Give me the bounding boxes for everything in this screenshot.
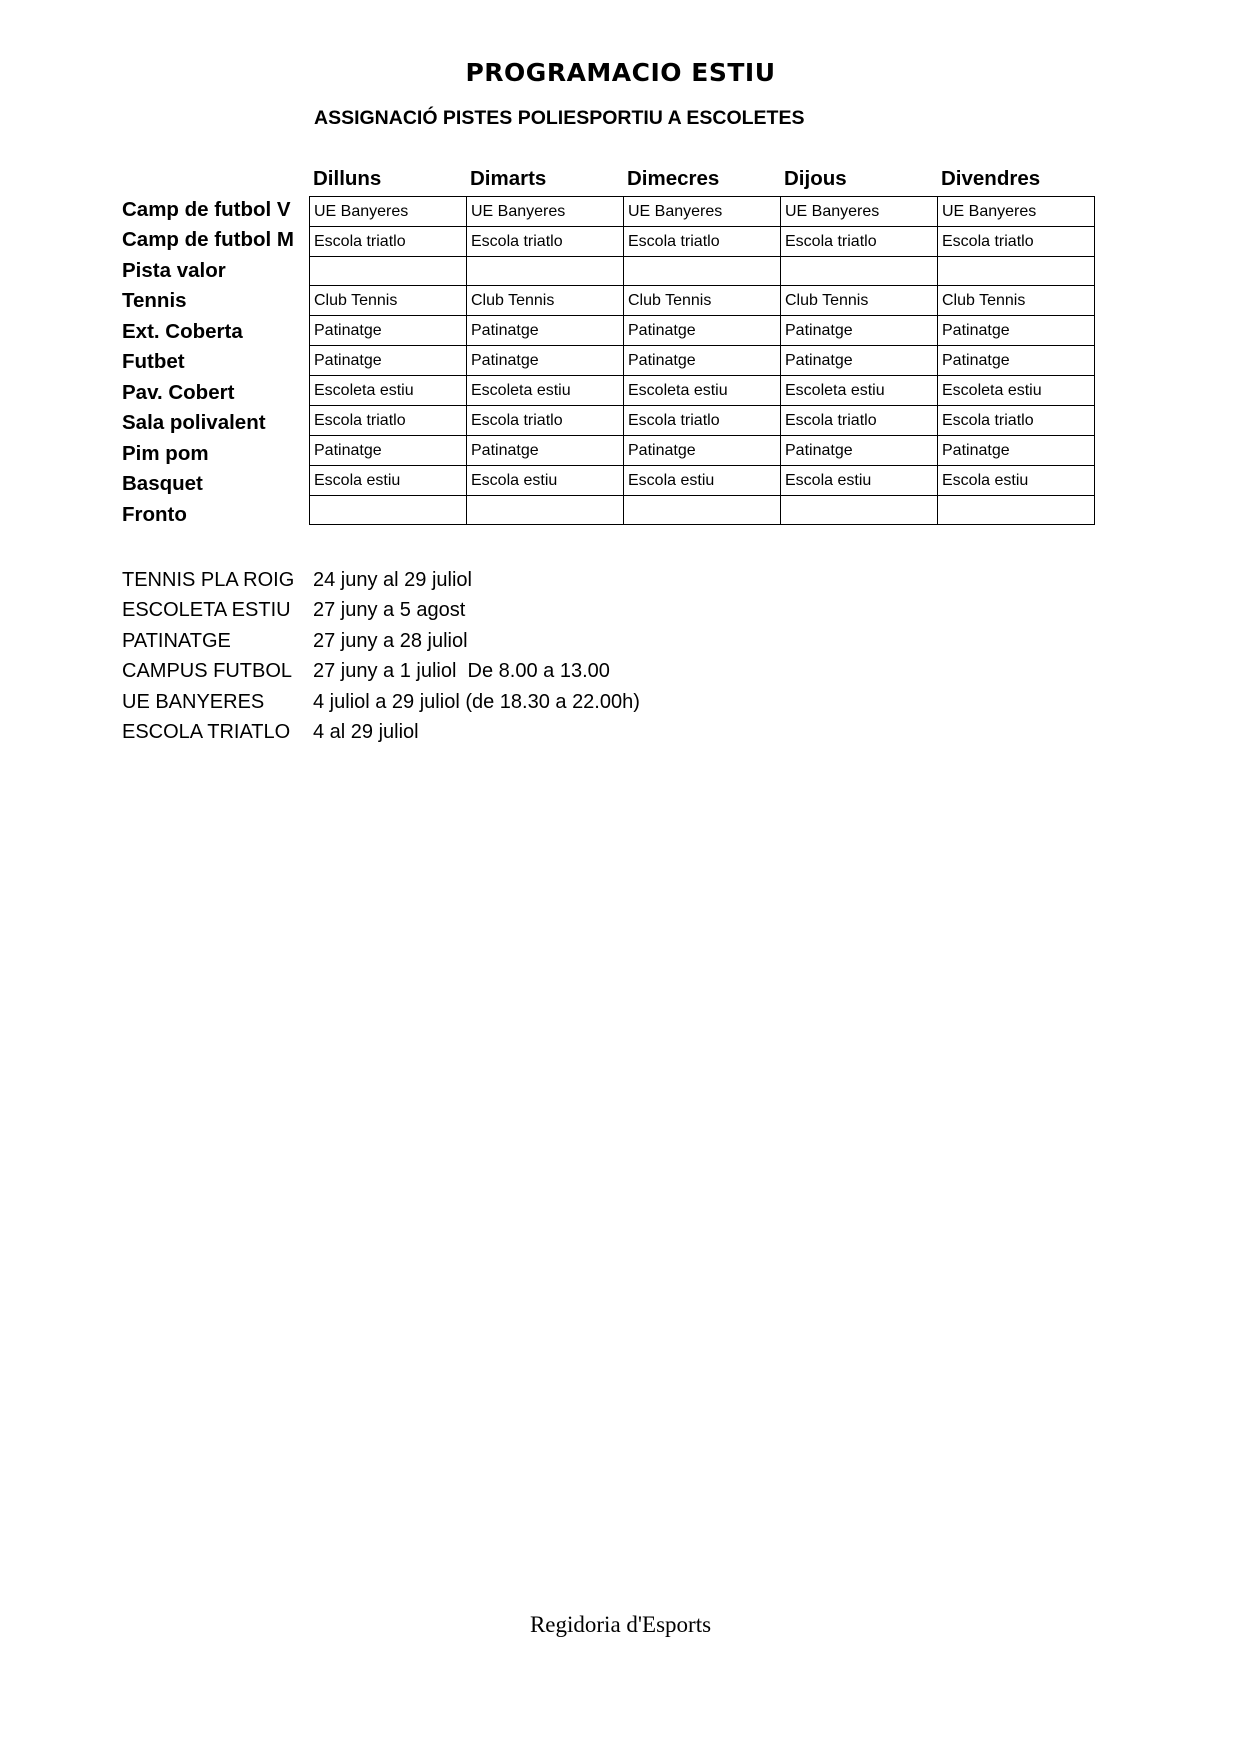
table-cell: Escoleta estiu	[938, 376, 1095, 406]
table-row	[310, 406, 1095, 436]
row-label-basquet: Basquet	[122, 472, 203, 495]
period-value: 4 al 29 juliol	[313, 721, 419, 743]
row-label-ext-coberta: Ext. Coberta	[122, 320, 243, 343]
table-cell	[467, 257, 624, 286]
table-cell: Club Tennis	[467, 286, 624, 316]
period-value: 27 juny a 1 juliol De 8.00 a 13.00	[313, 660, 610, 682]
table-cell	[781, 257, 938, 286]
table-row	[310, 376, 1095, 406]
period-label: UE BANYERES	[122, 691, 265, 713]
table-cell: Patinatge	[467, 346, 624, 376]
table-cell: Club Tennis	[781, 286, 938, 316]
day-header-friday: Divendres	[941, 167, 1041, 190]
table-row	[310, 197, 1095, 227]
period-row-patinatge	[122, 626, 468, 656]
table-cell: Escoleta estiu	[624, 376, 781, 406]
period-label: CAMPUS FUTBOL	[122, 660, 293, 682]
table-cell: Escola triatlo	[781, 227, 938, 257]
table-row	[310, 257, 1095, 286]
row-label-fronto: Fronto	[122, 503, 187, 526]
period-value: 4 juliol a 29 juliol (de 18.30 a 22.00h)	[313, 691, 640, 713]
table-cell: Club Tennis	[624, 286, 781, 316]
table-cell: UE Banyeres	[467, 197, 624, 227]
table-cell: Patinatge	[781, 436, 938, 466]
table-cell: Escoleta estiu	[310, 376, 467, 406]
table-cell: Escola estiu	[781, 466, 938, 496]
schedule-table	[309, 196, 1095, 525]
table-cell: Escola triatlo	[938, 227, 1095, 257]
table-row	[310, 436, 1095, 466]
table-cell	[624, 257, 781, 286]
row-label-sala-polivalent: Sala polivalent	[122, 411, 266, 434]
table-cell: Patinatge	[938, 436, 1095, 466]
table-cell: Escola triatlo	[938, 406, 1095, 436]
table-row	[310, 496, 1095, 525]
table-cell	[624, 496, 781, 525]
table-cell: Patinatge	[624, 316, 781, 346]
day-header-thursday: Dijous	[784, 167, 847, 190]
page-subtitle: ASSIGNACIÓ PISTES POLIESPORTIU A ESCOLETES	[314, 107, 805, 129]
period-row-ue-banyeres	[122, 687, 640, 717]
table-cell: Patinatge	[467, 436, 624, 466]
table-cell: Escola triatlo	[310, 227, 467, 257]
table-cell: UE Banyeres	[624, 197, 781, 227]
period-label: TENNIS PLA ROIG	[122, 569, 295, 591]
row-label-futbet: Futbet	[122, 350, 185, 373]
table-cell: Patinatge	[781, 346, 938, 376]
table-row	[310, 286, 1095, 316]
period-row-tennis	[122, 565, 472, 595]
table-row	[310, 346, 1095, 376]
period-row-escoleta	[122, 595, 465, 625]
table-cell: Escoleta estiu	[781, 376, 938, 406]
table-cell: Escoleta estiu	[467, 376, 624, 406]
table-cell: Patinatge	[310, 436, 467, 466]
table-cell: Patinatge	[310, 346, 467, 376]
table-cell: Patinatge	[938, 346, 1095, 376]
table-cell: Patinatge	[624, 436, 781, 466]
table-cell: Club Tennis	[938, 286, 1095, 316]
day-header-wednesday: Dimecres	[627, 167, 720, 190]
period-row-escola-triatlo	[122, 717, 419, 747]
table-cell: UE Banyeres	[781, 197, 938, 227]
table-row	[310, 316, 1095, 346]
table-cell	[938, 257, 1095, 286]
table-cell: UE Banyeres	[310, 197, 467, 227]
table-cell	[467, 496, 624, 525]
table-cell	[938, 496, 1095, 525]
table-cell: Escola triatlo	[624, 406, 781, 436]
table-cell: Patinatge	[310, 316, 467, 346]
table-cell: Club Tennis	[310, 286, 467, 316]
table-cell: Patinatge	[624, 346, 781, 376]
row-label-tennis: Tennis	[122, 289, 187, 312]
table-cell	[310, 257, 467, 286]
row-label-pav-cobert: Pav. Cobert	[122, 381, 235, 404]
table-cell	[781, 496, 938, 525]
table-cell: Escola triatlo	[467, 227, 624, 257]
table-cell: Patinatge	[467, 316, 624, 346]
period-row-campus-futbol	[122, 656, 610, 686]
table-cell: Escola estiu	[938, 466, 1095, 496]
period-label: PATINATGE	[122, 630, 231, 652]
period-value: 24 juny al 29 juliol	[313, 569, 472, 591]
table-cell: Escola triatlo	[310, 406, 467, 436]
day-header-tuesday: Dimarts	[470, 167, 547, 190]
period-value: 27 juny a 28 juliol	[313, 630, 468, 652]
day-header-monday: Dilluns	[313, 167, 382, 190]
page-title: PROGRAMACIO ESTIU	[465, 58, 776, 87]
table-cell: Escola estiu	[624, 466, 781, 496]
table-row	[310, 466, 1095, 496]
period-value: 27 juny a 5 agost	[313, 599, 466, 621]
table-cell: Escola triatlo	[624, 227, 781, 257]
period-label: ESCOLETA ESTIU	[122, 599, 291, 621]
table-row	[310, 227, 1095, 257]
table-cell: Escola estiu	[467, 466, 624, 496]
row-label-camp-futbol-v: Camp de futbol V	[122, 198, 291, 221]
table-cell: Escola triatlo	[781, 406, 938, 436]
period-label: ESCOLA TRIATLO	[122, 721, 291, 743]
row-label-pista-valor: Pista valor	[122, 259, 226, 282]
table-cell: Escola triatlo	[467, 406, 624, 436]
table-cell	[310, 496, 467, 525]
table-cell: Patinatge	[938, 316, 1095, 346]
table-cell: Patinatge	[781, 316, 938, 346]
row-label-pim-pom: Pim pom	[122, 442, 209, 465]
page-footer: Regidoria d'Esports	[529, 1612, 712, 1637]
row-label-camp-futbol-m: Camp de futbol M	[122, 228, 294, 251]
table-cell: Escola estiu	[310, 466, 467, 496]
table-cell: UE Banyeres	[938, 197, 1095, 227]
